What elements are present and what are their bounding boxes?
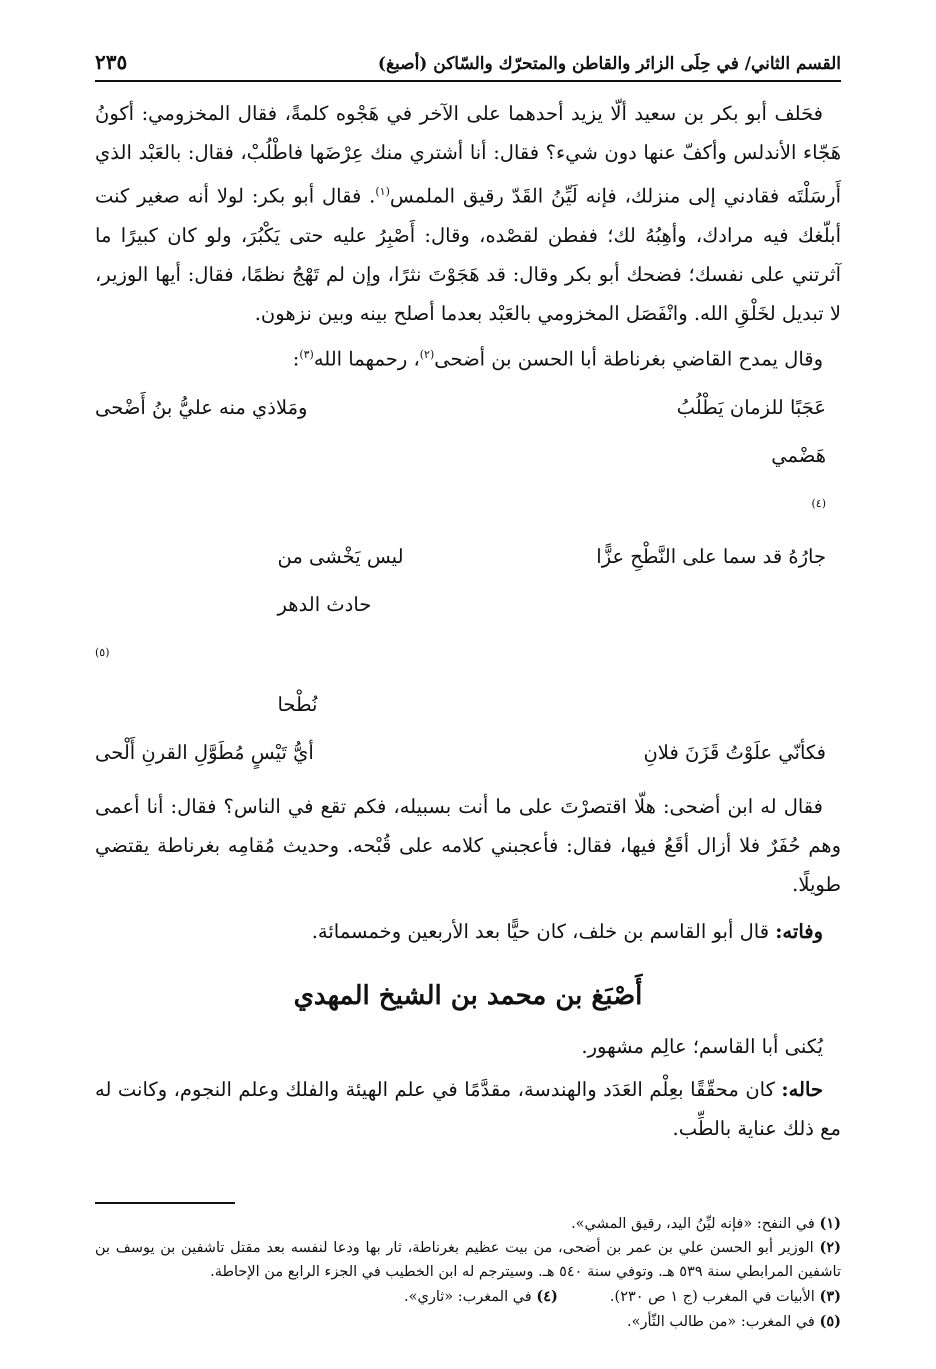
poem-verse [95, 729, 841, 777]
footnote-divider [95, 1202, 235, 1204]
footnote-1 [95, 1212, 841, 1236]
poem-verse [95, 384, 841, 533]
paragraph-1-text: فحَلف أبو بكر بن سعيد ألّا يزيد أحدهما على الآخر في هَجْوه كلمةً، فقال المخزومي: أكونُ هَجّاء الأندلس وأكفّ عنها دون شيء؟ فقال: أنا أشتري منك عِرْضَها فاطْلُبْ، فقال: بالعَبْد الذي أَرسَلْتَه فقادني إلى منزلك، فإنه لَيِّنُ القَدّ رقيق الملمس [95, 102, 841, 208]
status-label: حاله: [781, 1078, 823, 1101]
verse-hemistich-1 [475, 384, 826, 533]
footnote-text: في المغرب: «من طالب الثّأر». [627, 1314, 815, 1330]
section-title: أَصْبَغ بن محمد بن الشيخ المهدي [293, 981, 643, 1011]
death-label: وفاته: [775, 920, 823, 943]
death-text: قال أبو القاسم بن خلف، كان حيًّا بعد الأربعين وخمسمائة. [311, 920, 776, 943]
paragraph-2 [95, 335, 841, 379]
running-header [95, 50, 841, 82]
paragraph-5: يُكنى أبا القاسم؛ عالِم مشهور. [581, 1035, 823, 1058]
footnote-number: (٢) [819, 1239, 842, 1256]
verse-hemistich-2: ومَلاذي منه عليُّ بنُ أَضْحى [95, 396, 308, 419]
verse-hemistich-1: فكأنّي علَوْتُ قَزَنَ فلانِ [643, 741, 826, 764]
footnote-number: (٥) [819, 1313, 841, 1330]
paragraph-2-text-c: : [292, 347, 300, 370]
poem [95, 384, 841, 777]
footnote-2 [95, 1236, 841, 1284]
footnote-text: الأبيات في المغرب (ج ١ ص ٢٣٠). [609, 1289, 815, 1305]
verse-2-second-end: نُطْحا [277, 693, 318, 716]
footnote-text: في المغرب: «ثاري». [403, 1289, 532, 1305]
verse-hemistich-2: أيُّ تَيْسٍ مُطَوَّلِ القرنِ أَلْحى [95, 741, 314, 764]
paragraph-2-text-b: ، رحمهما الله [313, 347, 420, 370]
footnote-text: في النفح: «فإنه ليِّنُ اليد، رقيق المشي». [571, 1216, 815, 1232]
paragraph-2-text-a: وقال يمدح القاضي بغرناطة أبا الحسن بن أضحى [434, 347, 823, 370]
paragraph-1-text-b: . فقال أبو بكر: لولا أنه صغير كنت أبلّغك فيه مرادك، وأهِبُهُ لك؛ ففطن لقصْده، وقال: أَصْبِرُ عليه حتى يَكْبُرَ، ولو كان كبيرًا ما آثرتني على نفسك؛ فضحك أبو بكر وقال: قد هَجَوْتَ نثرًا، وإن لم تَهْجُ نظمًا، فقال: أيها الوزير، لا تبديل لخَلْقِ الله. وانْفَصَل المخزومي بالعَبْد بعدما أصلح بينه وبين نزهون. [95, 184, 841, 325]
footnote-3 [610, 1284, 841, 1310]
status-text: كان محقّقًا بعِلْم العَدَد والهندسة، مقدَّمًا في علم الهيئة والفلك وعلم النجوم، وكانت له مع ذلك عناية بالطِّب. [95, 1078, 841, 1140]
page-number: ٢٣٥ [95, 50, 128, 74]
verse-hemistich-1: جارُهُ قد سما على النَّطْحِ عزًّا [596, 544, 826, 568]
verse-1-first: عَجَبًا للزمان يَطْلُبُ هَضْمي [676, 396, 826, 467]
footnote-number: (١) [819, 1215, 841, 1232]
paragraph-6 [95, 1070, 841, 1148]
footnote-ref-5: (٥) [95, 645, 110, 659]
poem-verse [95, 533, 841, 730]
paragraph-4 [95, 912, 841, 951]
footnote-ref-1: (١) [375, 185, 390, 198]
footnote-ref-2: (٢) [419, 347, 435, 361]
footnote-text: الوزير أبو الحسن علي بن عمر بن أضحى، من بيت عظيم بغرناطة، ثار بها ودعا لنفسه بعد مقتل تاشفين بن يوسف بن تاشفين المرابطي سنة ٥٣٩ هـ. وتوفي سنة ٥٤٠ هـ. وسيترجم له ابن الخطيب في الجزء الرابع من الإحاطة. [95, 1240, 841, 1280]
paragraph-3: فقال له ابن أضحى: هلّا اقتصرْتَ على ما أنت بسبيله، فكم تقع في الناس؟ فقال: أنا أعمى وهم حُفَرٌ فلا أزال أقَعُ فيها، فقال: فأعجبني كلامه على قُبْحه. وحديث مُقامِه بغرناطة يقتضي طويلًا. [95, 795, 841, 896]
footnote-ref-3: (٣) [299, 347, 314, 361]
footnote-ref-4: (٤) [811, 497, 826, 510]
footnote-row-3-4 [95, 1284, 841, 1310]
verse-2-second: ليس يَخْشى من حادث الدهر [277, 544, 404, 616]
running-title: القسم الثاني/ في حِلَى الزائر والقاطن والمتحرّك والسّاكن (أصبغ) [377, 54, 841, 74]
footnote-number: (٤) [536, 1288, 558, 1305]
footnote-number: (٣) [819, 1288, 841, 1305]
footnote-4 [404, 1284, 558, 1310]
footnote-5 [95, 1310, 841, 1334]
book-page [95, 50, 841, 1349]
verse-hemistich-2 [95, 533, 446, 730]
paragraph-1 [95, 94, 841, 333]
